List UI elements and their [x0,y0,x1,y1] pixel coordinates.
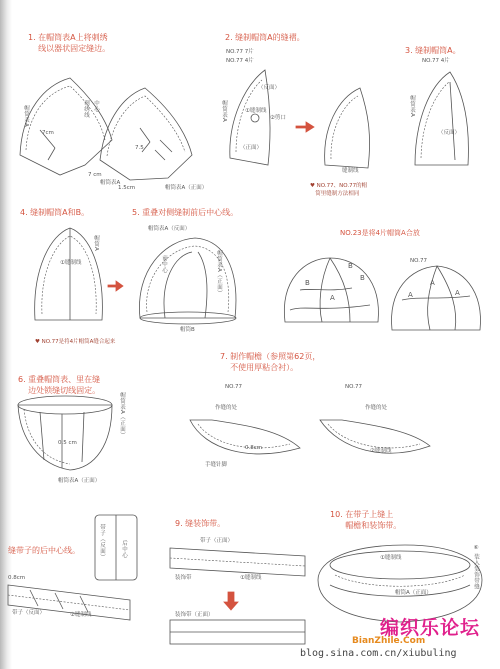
no77-label: NO.77 4片 [422,58,450,64]
piece-label: 帽筒B [180,327,195,333]
no77-label: NO.77 [410,258,427,264]
step-4-heading: 4. 缝制帽筒A和B。 [20,208,90,217]
piece-letter: A [330,294,335,302]
face-label: （反面） [438,130,461,136]
band-label: 0.8cm [8,575,26,581]
dim-label: 0.5 cm [58,440,77,446]
no77-label: NO.77 7片 [226,49,254,55]
watermark-cn: 编织乐论坛 [379,617,480,639]
band-label: 带子（正面） [200,538,234,544]
watermark-en: BianZhile.Com [352,636,426,646]
step-3-heading: 3. 缝制帽筒A。 [405,46,461,55]
dim-label: 1.5cm [118,185,136,191]
step-1-heading: 1. 在帽筒表A上将刺绣 线以器状固定缝边。 [28,33,111,53]
decor-label: 装饰带（正面） [175,612,214,618]
stitch-label: ①缝制线 [60,260,82,266]
piece-label: 帽筒表A（反面） [148,226,191,232]
piece-letter: B [360,274,365,282]
dim-label: 7cm [42,130,54,136]
cut-label: ②剪口 [270,115,286,121]
center-label: 中心 [93,100,99,112]
seam-label: 缝制线 [342,168,359,174]
step-2-heading: 2. 缝制帽筒A的缝褶。 [225,33,305,42]
center-label: 前中心 [161,255,167,273]
no23-note: NO.23是将4片帽筒A合放 [340,229,420,237]
piece-label: 帽筒表A [100,180,121,186]
brim-label: 作缝的处 [215,405,238,411]
blog-url: blog.sina.com.cn/xiubuling [300,648,457,659]
step-7-heading: 7. 制作帽檐（参照第62页， 不使用厚粘合衬）。 [220,352,321,372]
piece-label: 帽筒表A [409,95,415,118]
piece-label: 帽筒表A（正面） [165,185,208,191]
piece-label: 帽筒表A（正面） [119,392,125,439]
dim-label: 7.5 [135,145,144,151]
brim-label: 作缝的处 [365,405,388,411]
face-label: （正面） [240,145,263,151]
dim-label: 0.8cm [245,445,263,451]
seam-label: ①缝制线 [380,555,402,561]
no77-label: NO.77 4片 [226,58,254,64]
piece-label: 帽筒表A（正面） [216,250,222,297]
step-10-heading: 10. 在带子上缝上 帽檐和装饰带。 [330,510,402,530]
step2-piece-b [325,88,370,168]
step1-piece-left [20,78,112,175]
no77-label: NO.77 [225,384,242,390]
step-5-heading: 5. 重叠对侧缝制前后中心线。 [132,208,239,217]
step-6-heading: 6. 重叠帽筒表、里在缝 边处锁缝切线固定。 [18,375,101,395]
step3-piece [415,72,468,165]
hand-stitch-label: 手缝针脚 [205,462,228,468]
piece-label: 帽筒表A [221,100,227,123]
stitch-label: ①缝制线 [245,108,267,114]
decor-label: 装饰带 [175,575,192,581]
step1-piece-right [100,88,192,180]
dim-label: 7 cm [88,172,102,178]
hat-label: 帽筒A（正面） [395,590,432,596]
no77-label: NO.77 [345,384,362,390]
piece-letter: B [305,279,310,287]
seam-label: ②缝制线 [370,448,392,454]
piece-label: 帽筒表A [23,105,29,128]
piece-letter: A [455,289,460,297]
thread-label: 刺绣线 [83,100,89,118]
ribbon-label: 带子（反面） [99,524,105,560]
band-label: 带子（反面） [12,610,46,616]
seam-label: ①缝制线 [240,575,262,581]
piece-letter: B [348,262,353,270]
step-8-heading: 缝带子的后中心线。 [8,546,80,555]
piece-letter: A [430,279,435,287]
step-9-heading: 9. 缝装饰带。 [175,519,226,528]
ribbon-label: 后中心 [121,540,127,558]
piece-letter: A [408,291,413,299]
face-label: （反面） [258,85,281,91]
step4-note: ♥ NO.77是将4片帽筒A缝合起来 [35,339,116,345]
band-label: ②缝制线 [70,612,92,618]
piece-label: 帽筒表A（正面） [58,478,101,484]
piece-label: 帽筒A [93,235,99,252]
step2-note: ♥ NO.77、NO.77的帽 筒里缝制方法相同 [310,183,368,197]
decor-label: ⑥ 装入装饰带缝 [473,545,479,590]
